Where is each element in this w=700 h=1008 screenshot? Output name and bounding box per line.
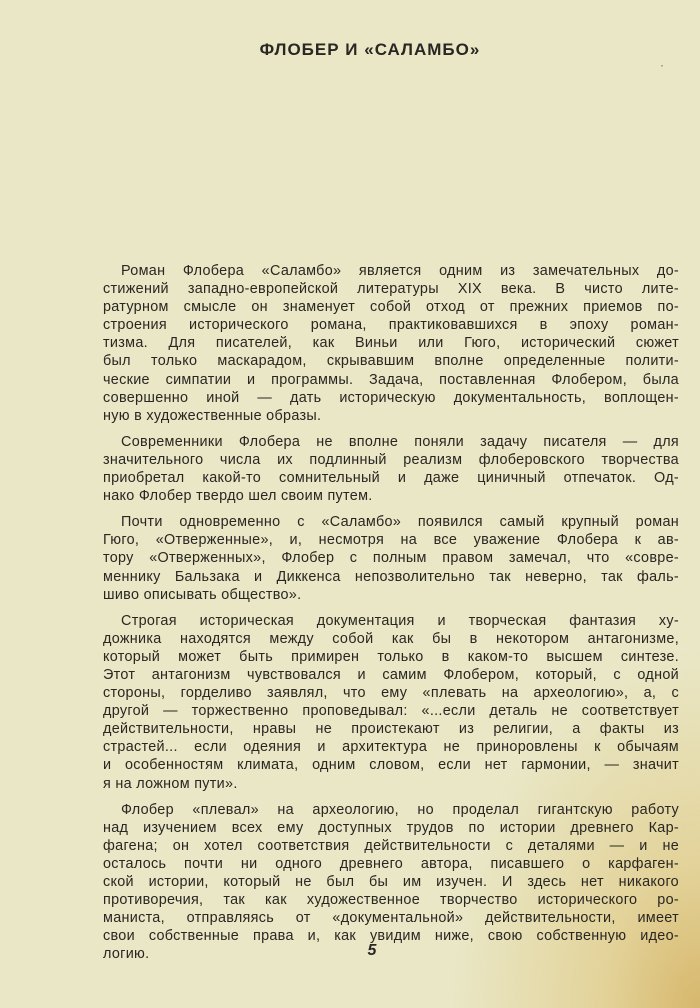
text-line: фагена; он хотел соответствия действительности с деталями — и не bbox=[103, 837, 679, 854]
text-line: Современники Флобера не вполне поняли задачу писателя — для bbox=[121, 433, 679, 450]
text-line: ской истории, который не был бы им изучен. И здесь нет никакого bbox=[103, 874, 679, 890]
text-line: строения исторического романа, практиковавшихся в эпоху роман- bbox=[103, 317, 679, 334]
text-line: был только маскарадом, скрывавшим вполне определенные полити- bbox=[103, 353, 679, 370]
text-line: другой — торжественно проповедывал: «...если деталь не соответствует bbox=[103, 703, 679, 720]
text-line: ную в художественные образы. bbox=[103, 407, 322, 424]
paragraph bbox=[103, 433, 679, 505]
page-number: 5 bbox=[367, 942, 377, 959]
text-line: я на ложном пути». bbox=[103, 775, 238, 792]
text-line: дожника находятся между собой как бы в некотором антагонизме, bbox=[103, 630, 679, 647]
text-line: Этот антагонизм чувствовался и самим Флобером, который, с одной bbox=[103, 666, 679, 683]
text-line: Почти одновременно с «Саламбо» появился самый крупный роман bbox=[121, 514, 679, 531]
paragraph bbox=[103, 612, 679, 793]
text-line: стороны, горделиво заявлял, что ему «плевать на археологию», а, с bbox=[103, 685, 679, 702]
text-line: действительности, нравы не проистекают из религии, а факты из bbox=[103, 721, 679, 738]
paragraph bbox=[103, 801, 679, 964]
text-line: Гюго, «Отверженные», и, несмотря на все уважение Флобера к ав- bbox=[103, 532, 679, 549]
text-line: меннику Бальзака и Диккенса непозволительно так неверно, так фаль- bbox=[103, 568, 679, 585]
text-line: ческие симпатии и программы. Задача, поставленная Флобером, была bbox=[103, 371, 679, 388]
text-line: значительного числа их подлинный реализм флоберовского творчества bbox=[103, 451, 679, 468]
text-line: логию. bbox=[103, 946, 150, 963]
text-line: нако Флобер твердо шел своим путем. bbox=[103, 488, 373, 505]
text-line: осталось почти ни одного древнего автора, писавшего о карфаген- bbox=[103, 855, 679, 872]
paragraph bbox=[103, 513, 679, 603]
text-line: тизма. Для писателей, как Виньи или Гюго, исторический сюжет bbox=[103, 335, 679, 352]
text-line: над изучением всех ему доступных трудов по истории древнего Кар- bbox=[103, 819, 679, 836]
text-line: совершенно иной — дать историческую документальность, воплощен- bbox=[103, 389, 679, 406]
text-line: свои собственные права и, как увидим ниже, свою собственную идео- bbox=[103, 928, 679, 945]
margin-mark: · bbox=[660, 58, 664, 72]
page-title: ФЛОБЕР И «САЛАМБО» bbox=[259, 40, 481, 59]
text-line: шиво описывать общество». bbox=[103, 586, 302, 603]
text-line: и особенностям климата, одним словом, если нет гармонии, — значит bbox=[103, 757, 679, 774]
text-line: приобретал какой-то сомнительный и даже циничный отпечаток. Од- bbox=[103, 470, 679, 487]
text-line: тору «Отверженных», Флобер с полным правом замечал, что «совре- bbox=[103, 550, 679, 567]
text-line: стижений западно-европейской литературы XIX века. В чисто лите- bbox=[103, 281, 679, 298]
paragraph bbox=[103, 262, 679, 425]
text-line: страстей... если одеяния и архитектура не приноровлены к обычаям bbox=[103, 739, 679, 756]
text-line: Строгая историческая документация и творческая фантазия ху- bbox=[121, 612, 679, 629]
text-line: ратурном смысле он знаменует собой отход от прежних приемов по- bbox=[103, 299, 679, 316]
text-line: маниста, отправляясь от «документальной» действительности, имеет bbox=[103, 910, 679, 927]
text-line: который может быть примирен только в каком-то высшем синтезе. bbox=[103, 648, 679, 665]
text-line: противоречия, так как художественное творчество исторического ро- bbox=[103, 892, 679, 909]
body-text bbox=[103, 262, 679, 971]
text-line: Роман Флобера «Саламбо» является одним из замечательных до- bbox=[121, 263, 679, 279]
text-line: Флобер «плевал» на археологию, но проделал гигантскую работу bbox=[121, 801, 679, 818]
